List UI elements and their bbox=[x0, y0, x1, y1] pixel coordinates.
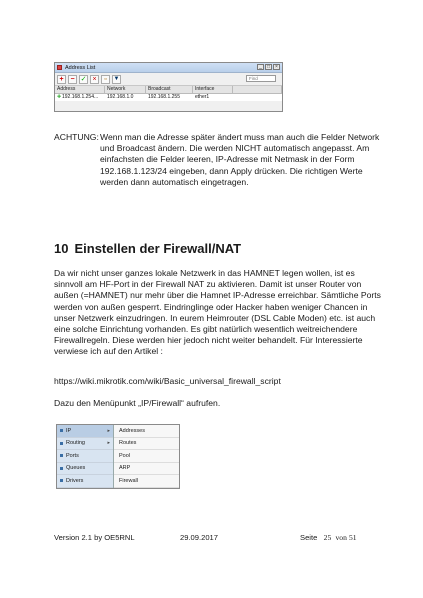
menu-hint: Dazu den Menüpunkt „IP/Firewall“ aufrufen. bbox=[54, 398, 221, 408]
menu-item-ports[interactable]: Ports bbox=[57, 450, 113, 463]
add-icon[interactable]: + bbox=[57, 75, 66, 84]
column-header[interactable]: Interface bbox=[193, 86, 233, 93]
window-title: Address List bbox=[65, 64, 96, 71]
toolbar bbox=[55, 73, 282, 86]
minimize-button[interactable]: _ bbox=[257, 64, 264, 70]
chevron-right-icon: ▸ bbox=[107, 440, 110, 447]
menu-item-queues[interactable]: Queues bbox=[57, 463, 113, 476]
footer-version: Version 2.1 by OE5RNL bbox=[54, 533, 135, 542]
ip-submenu bbox=[114, 425, 179, 488]
total-pages: 51 bbox=[349, 533, 357, 542]
menu-screenshot bbox=[56, 424, 180, 489]
menu-item-routing[interactable]: Routing ▸ bbox=[57, 438, 113, 451]
column-header[interactable]: Network bbox=[105, 86, 146, 93]
filter-icon[interactable]: ▼ bbox=[113, 75, 120, 82]
menu-item-drivers[interactable]: Drivers bbox=[57, 475, 113, 488]
intro-paragraph: Da wir nicht unser ganzes lokale Netzwerk in das HAMNET legen wollen, ist es sinnvoll am HF-Port in der Firewall NAT zu aktivieren. Damit ist unser Router von außen (=HAMNET) nur mehr über die Hamnet IP-Adresse erreichbar. Sämtliche Ports werden von außen gesperrt. Eindringlinge oder Hacker haben weniger Chancen in unser Netzwerk einzudringen. In eurem Heimrouter (DSL Cable Moden) etc. ist auch eine solche Einrichtung vorhanden. Es gibt natürlich wesentlich weitreichendere Firewallregeln. Diese werden hier jedoch nicht weiter behandelt. Für Interessierte verwiese ich auf den Artikel : bbox=[54, 268, 381, 357]
window-titlebar bbox=[55, 63, 282, 73]
address-icon: ✚ bbox=[57, 94, 62, 100]
menu-icon bbox=[60, 442, 63, 445]
menu-icon bbox=[60, 454, 63, 457]
cell-address: ✚192.168.1.254... bbox=[57, 94, 99, 100]
maximize-button[interactable]: □ bbox=[266, 64, 271, 70]
menu-icon bbox=[60, 479, 63, 482]
remove-icon[interactable]: − bbox=[68, 75, 77, 84]
submenu-item-firewall[interactable]: Firewall bbox=[114, 475, 179, 488]
cell-interface: ether1 bbox=[195, 94, 210, 100]
warning-label: ACHTUNG: bbox=[54, 132, 99, 142]
submenu-item-pool[interactable]: Pool bbox=[114, 450, 179, 463]
cell-network: 192.168.1.0 bbox=[107, 94, 134, 100]
submenu-item-addresses[interactable]: Addresses bbox=[114, 425, 179, 438]
enable-icon[interactable]: ✓ bbox=[80, 75, 87, 83]
menu-item-ip[interactable]: IP ▸ bbox=[57, 425, 113, 438]
section-title: Einstellen der Firewall/NAT bbox=[74, 241, 242, 256]
find-input[interactable]: Find bbox=[246, 75, 276, 82]
close-button[interactable]: × bbox=[273, 64, 280, 70]
warning-text: Wenn man die Adresse später ändert muss man auch die Felder Network und Broadcast ändern. Die werden NICHT automatisch angepasst. Am einfachsten die Felder leeren, IP-Adresse mit Netmask in der Form 192.168.1.123/24 eingeben, dann Apply drücken. Die richtigen Werte werden dann automatisch eingetragen. bbox=[100, 132, 380, 187]
of-label: von bbox=[335, 533, 347, 542]
window-app-icon bbox=[57, 65, 62, 70]
column-header-empty bbox=[233, 86, 282, 93]
list-row[interactable] bbox=[55, 94, 282, 101]
main-menu bbox=[57, 425, 114, 488]
cell-broadcast: 192.168.1.255 bbox=[148, 94, 180, 100]
chevron-right-icon: ▸ bbox=[107, 427, 110, 434]
submenu-item-routes[interactable]: Routes bbox=[114, 438, 179, 451]
list-header bbox=[55, 86, 282, 94]
warning-note bbox=[54, 132, 384, 188]
address-list-window bbox=[54, 62, 283, 112]
column-header[interactable]: Address bbox=[55, 86, 105, 93]
menu-icon bbox=[60, 429, 63, 432]
submenu-item-arp[interactable]: ARP bbox=[114, 463, 179, 476]
section-heading bbox=[54, 241, 241, 256]
page-number: 25 bbox=[323, 533, 332, 542]
disable-icon[interactable]: × bbox=[90, 75, 99, 84]
page-label: Seite bbox=[300, 533, 318, 542]
footer-date: 29.09.2017 bbox=[180, 533, 219, 542]
firewall-url: https://wiki.mikrotik.com/wiki/Basic_universal_firewall_script bbox=[54, 376, 281, 386]
menu-icon bbox=[60, 467, 63, 470]
column-header[interactable]: Broadcast bbox=[146, 86, 193, 93]
section-number: 10 bbox=[54, 241, 69, 256]
comment-icon[interactable]: ▫ bbox=[101, 75, 110, 84]
footer-page bbox=[300, 533, 357, 542]
